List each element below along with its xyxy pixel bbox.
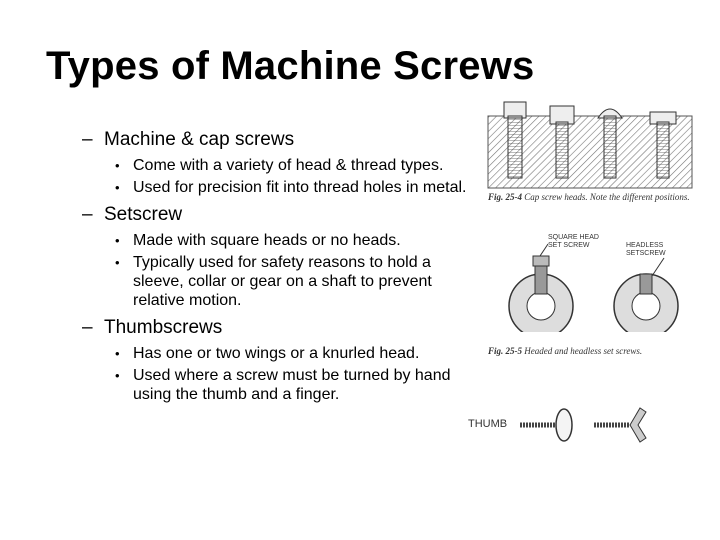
thumbscrew-figure	[464, 398, 660, 452]
bullet-item: Used where a screw must be turned by hand using the thumb and a finger.	[133, 367, 451, 403]
figure-caption: Headed and headless set screws.	[524, 346, 643, 356]
bullet-list	[82, 128, 472, 410]
thumb-label: THUMB	[468, 418, 508, 430]
section-heading: Setscrew	[104, 204, 183, 225]
page-title: Types of Machine Screws	[46, 44, 535, 88]
headless-label: HEADLESS SETSCREW	[626, 242, 666, 257]
figure-label: Fig. 25-5	[488, 346, 523, 356]
figure-caption: Cap screw heads. Note the different positions.	[524, 192, 690, 202]
bullet-item: Come with a variety of head & thread types.	[133, 157, 444, 174]
setscrew-illustration	[486, 228, 696, 332]
bullet-item: Typically used for safety reasons to hold a sleeve, collar or gear on a shaft to prevent relative motion.	[133, 254, 432, 309]
bullet-item: Used for precision fit into thread holes in metal.	[133, 179, 467, 196]
section-heading: Machine & cap screws	[104, 129, 295, 150]
bullet-item: Made with square heads or no heads.	[133, 232, 401, 249]
setscrew-figure	[486, 228, 696, 362]
cap-screw-illustration	[486, 98, 696, 190]
square-head-label: SQUARE HEAD SET SCREW	[548, 234, 599, 249]
section-machine-cap-screws: – Machine & cap screws • Come with a variety of head & thread types. • Used for precision fit into thread holes in metal.	[82, 129, 467, 196]
figure-label: Fig. 25-4	[488, 192, 523, 202]
section-heading: Thumbscrews	[104, 317, 223, 338]
cap-screw-figure	[486, 98, 696, 216]
thumbscrew-illustration	[464, 398, 660, 452]
section-setscrew: – Setscrew • Made with square heads or no heads. • Typically used for safety reasons to hold a sleeve, collar or gear on a shaft to prevent relative motion.	[82, 204, 432, 309]
section-thumbscrews: – Thumbscrews • Has one or two wings or a knurled head. • Used where a screw must be turned by hand using the thumb and a finger.	[82, 317, 451, 403]
bullet-item: Has one or two wings or a knurled head.	[133, 345, 420, 362]
